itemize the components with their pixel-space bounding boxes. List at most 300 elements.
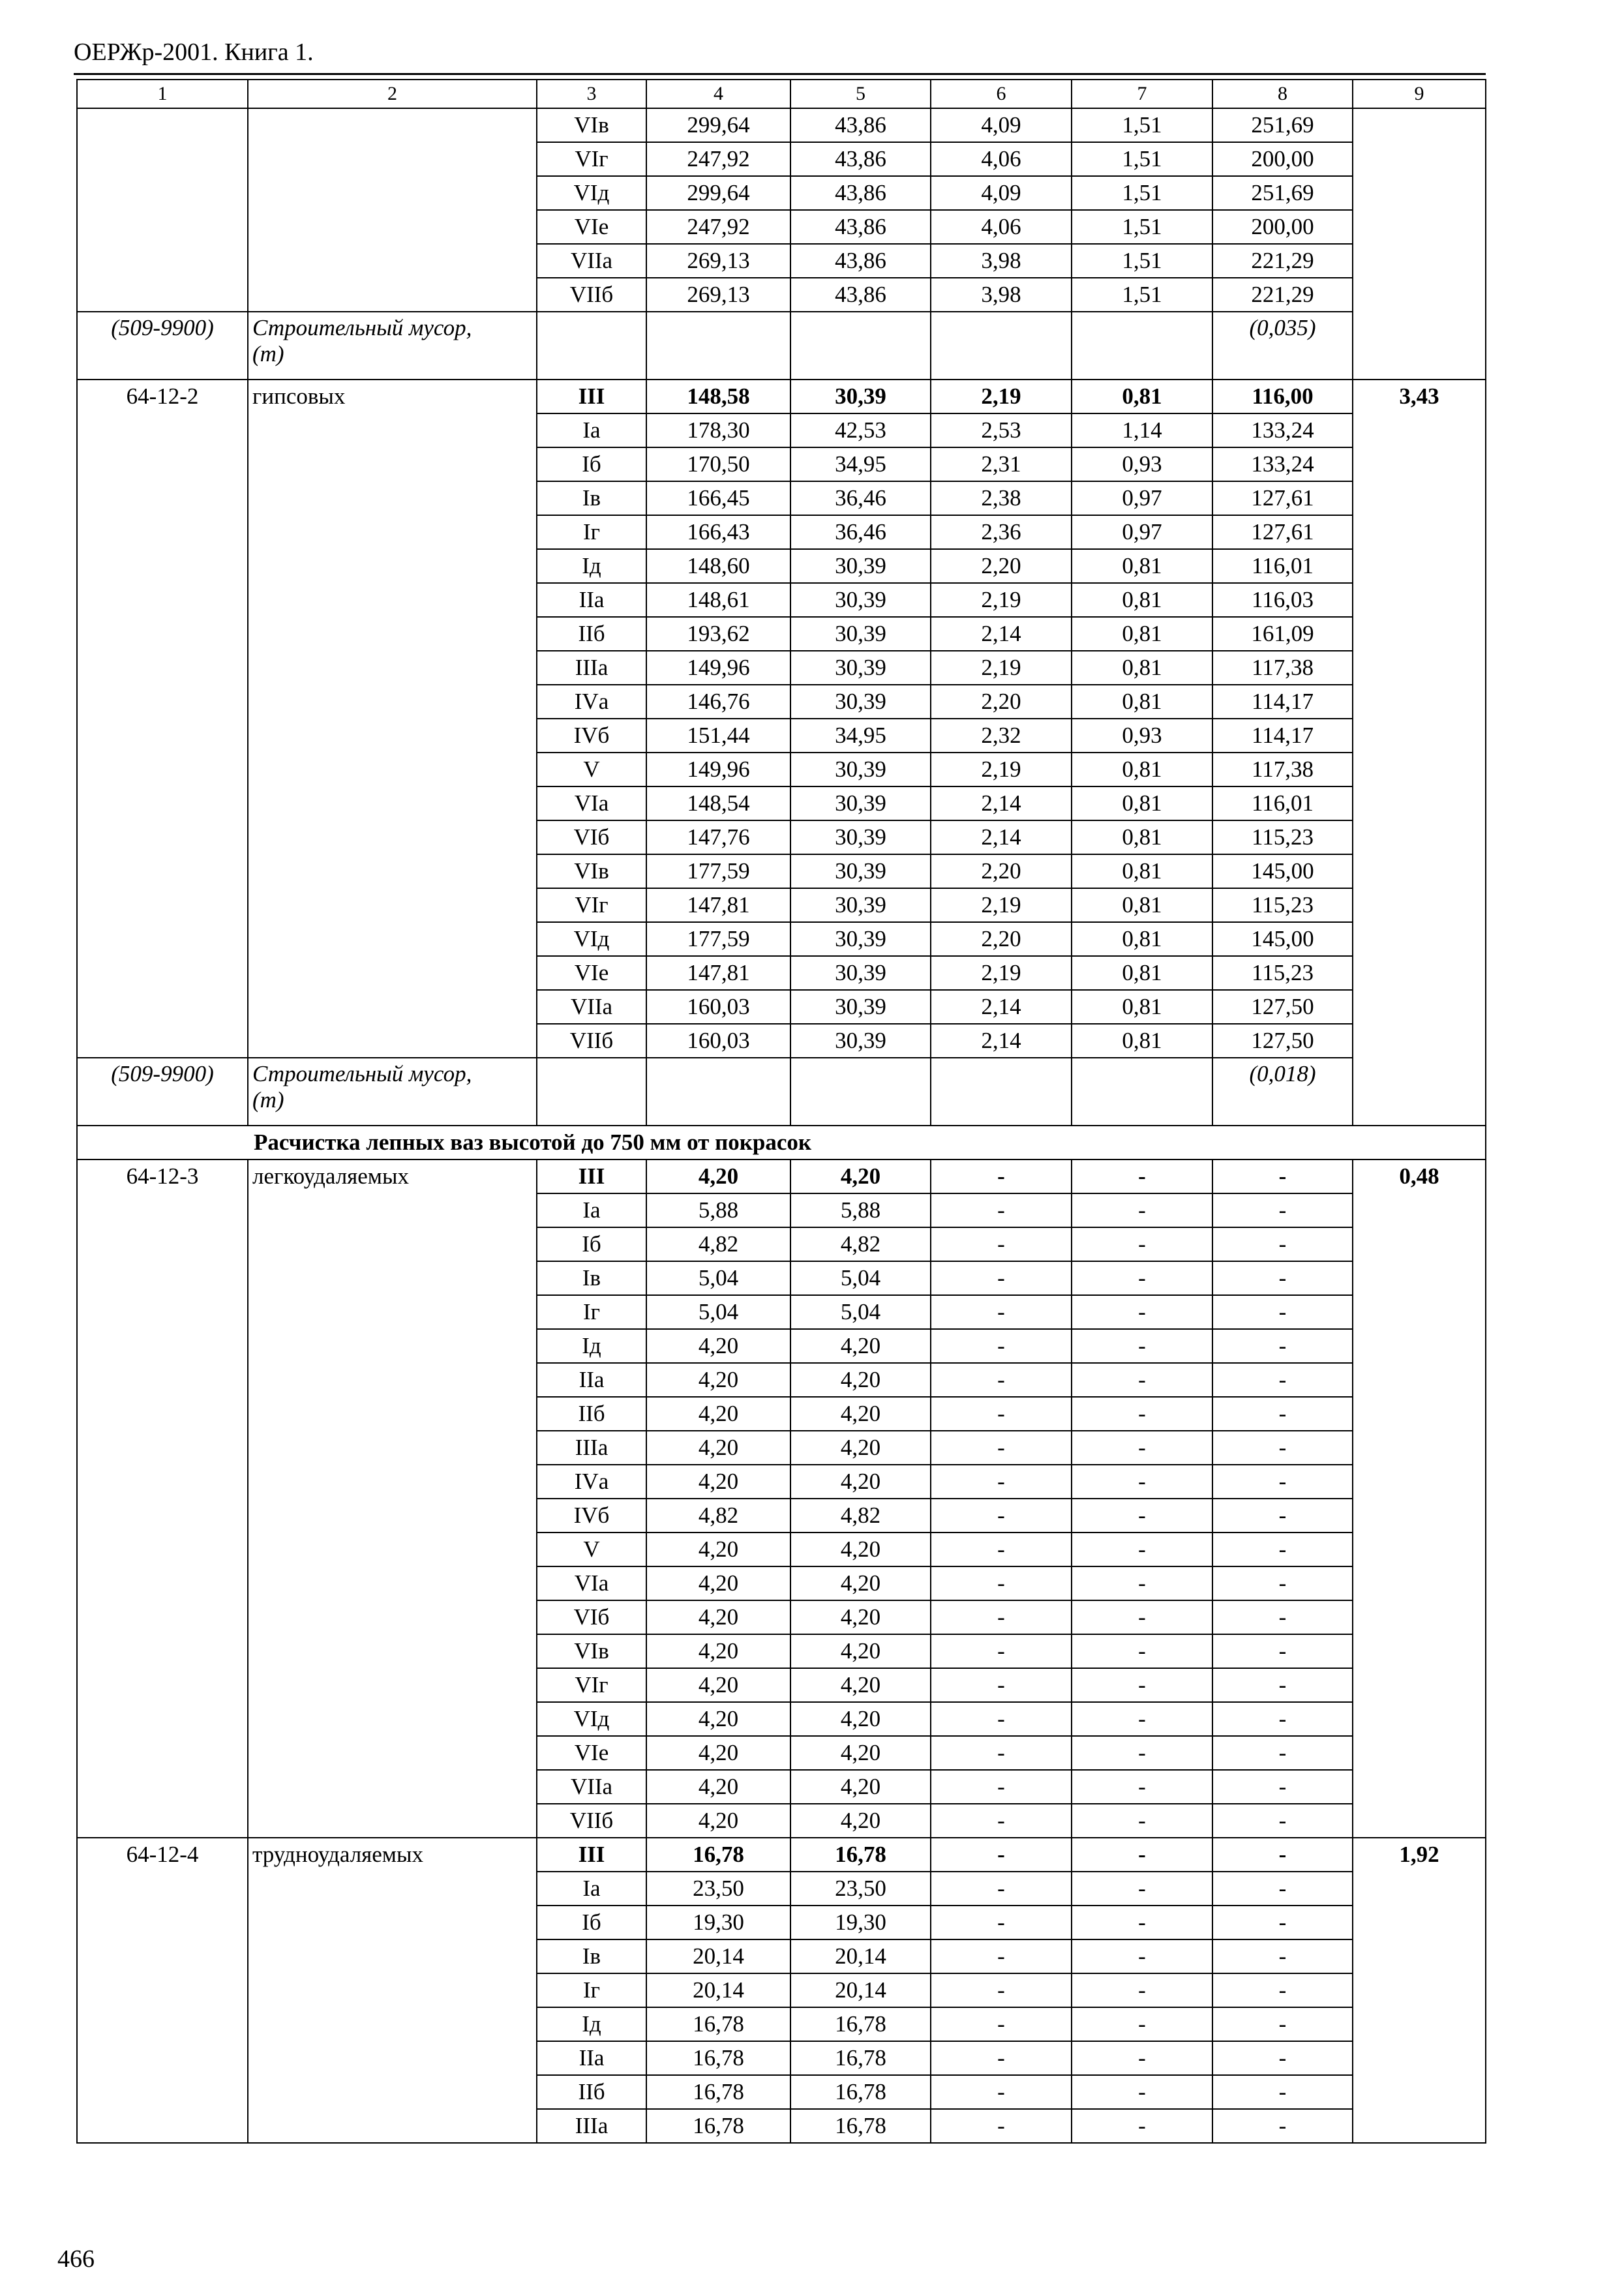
cell-c5: 4,82 — [790, 1499, 931, 1533]
cell-c7: 0,81 — [1072, 753, 1212, 786]
cell-c4: 4,20 — [646, 1363, 790, 1397]
cell-c3: Iг — [537, 515, 646, 549]
cell-c8: 221,29 — [1212, 278, 1353, 312]
cell-c5: 4,20 — [790, 1397, 931, 1431]
cell-c5: 30,39 — [790, 922, 931, 956]
cell-c4: 177,59 — [646, 854, 790, 888]
cell-c8: - — [1212, 1431, 1353, 1465]
cell-c4: 160,03 — [646, 990, 790, 1024]
cell-c7: - — [1072, 1227, 1212, 1261]
rate-code: 64-12-3 — [77, 1159, 248, 1838]
empty-cell — [537, 1058, 646, 1126]
cell-c4: 147,76 — [646, 820, 790, 854]
cell-c5: 16,78 — [790, 2041, 931, 2075]
empty-cell — [646, 1058, 790, 1126]
cell-c7: 0,93 — [1072, 719, 1212, 753]
cell-c7: - — [1072, 1838, 1212, 1872]
cell-c4: 4,20 — [646, 1397, 790, 1431]
cell-c3: VIIб — [537, 1804, 646, 1838]
cell-c3: VIг — [537, 888, 646, 922]
column-header: 3 — [537, 80, 646, 108]
cell-c7: 1,51 — [1072, 278, 1212, 312]
cell-c7: - — [1072, 1363, 1212, 1397]
cell-c8: - — [1212, 1363, 1353, 1397]
cell-c5: 30,39 — [790, 888, 931, 922]
cell-c6: - — [931, 2075, 1072, 2109]
cell-c4: 269,13 — [646, 278, 790, 312]
cell-c6: 2,31 — [931, 447, 1072, 481]
trash-label: Строительный мусор, — [252, 315, 472, 340]
cell-c8: - — [1212, 2007, 1353, 2041]
cell-c5: 30,39 — [790, 1024, 931, 1058]
cell-c4: 148,58 — [646, 380, 790, 413]
empty-cell — [790, 312, 931, 380]
cell-c4: 5,88 — [646, 1193, 790, 1227]
cell-c7: - — [1072, 1736, 1212, 1770]
cell-c4: 299,64 — [646, 176, 790, 210]
cell-c3: Iг — [537, 1295, 646, 1329]
cell-c4: 5,04 — [646, 1261, 790, 1295]
cell-c3: Iд — [537, 549, 646, 583]
cell-c5: 4,20 — [790, 1566, 931, 1600]
cell-c4: 4,20 — [646, 1736, 790, 1770]
trash-quantity: (0,018) — [1212, 1058, 1353, 1126]
cell-c3: VIе — [537, 956, 646, 990]
cell-c5: 4,20 — [790, 1634, 931, 1668]
cell-c7: 1,51 — [1072, 244, 1212, 278]
cell-c8: - — [1212, 1668, 1353, 1702]
cell-c6: 2,32 — [931, 719, 1072, 753]
cell-c6: 2,53 — [931, 413, 1072, 447]
cell-c8: - — [1212, 1499, 1353, 1533]
cell-c5: 4,82 — [790, 1227, 931, 1261]
column-header: 7 — [1072, 80, 1212, 108]
cell-c3: Iа — [537, 1872, 646, 1906]
cell-c4: 4,20 — [646, 1634, 790, 1668]
cell-c5: 16,78 — [790, 1838, 931, 1872]
cell-c3: Iб — [537, 447, 646, 481]
cell-c3: VIг — [537, 142, 646, 176]
cell-c8: 200,00 — [1212, 142, 1353, 176]
cell-c4: 148,60 — [646, 549, 790, 583]
cell-c6: 2,14 — [931, 990, 1072, 1024]
cell-c7: 1,51 — [1072, 142, 1212, 176]
cell-c6: - — [931, 1566, 1072, 1600]
cell-c4: 299,64 — [646, 108, 790, 142]
cell-c7: - — [1072, 1261, 1212, 1295]
cell-c4: 4,20 — [646, 1329, 790, 1363]
cell-c5: 34,95 — [790, 447, 931, 481]
cell-c8: 114,17 — [1212, 719, 1353, 753]
section-title: Расчистка лепных ваз высотой до 750 мм от покрасок — [77, 1126, 1486, 1159]
cell-c4: 16,78 — [646, 2075, 790, 2109]
cell-c3: Iб — [537, 1906, 646, 1939]
cell-c3: VIIа — [537, 1770, 646, 1804]
cell-c8: - — [1212, 1295, 1353, 1329]
cell-c4: 4,20 — [646, 1431, 790, 1465]
cell-c3: VIIа — [537, 990, 646, 1024]
cell-c8: - — [1212, 1939, 1353, 1973]
cell-c3: VIв — [537, 1634, 646, 1668]
cell-c5: 4,20 — [790, 1363, 931, 1397]
cell-c5: 43,86 — [790, 244, 931, 278]
cell-c6: - — [931, 1600, 1072, 1634]
cell-c6: - — [931, 1159, 1072, 1193]
column-header: 8 — [1212, 80, 1353, 108]
cell-c6: - — [931, 1838, 1072, 1872]
cell-c8: - — [1212, 1261, 1353, 1295]
cell-c8: - — [1212, 1533, 1353, 1566]
cell-c3: VIд — [537, 1702, 646, 1736]
cell-c7: - — [1072, 1939, 1212, 1973]
cell-c6: 4,06 — [931, 210, 1072, 244]
cell-c7: - — [1072, 1329, 1212, 1363]
document-header-title: ОЕРЖр-2001. Книга 1. — [74, 38, 314, 66]
work-name: гипсовых — [248, 380, 537, 1058]
cell-c7: 0,81 — [1072, 990, 1212, 1024]
trash-unit: (т) — [252, 341, 284, 367]
cell-c4: 4,82 — [646, 1499, 790, 1533]
column-header: 1 — [77, 80, 248, 108]
trash-name — [248, 312, 537, 380]
cell-c5: 30,39 — [790, 685, 931, 719]
cell-c8: 116,01 — [1212, 549, 1353, 583]
cell-c4: 19,30 — [646, 1906, 790, 1939]
cell-c7: - — [1072, 1465, 1212, 1499]
cell-c5: 30,39 — [790, 753, 931, 786]
cell-c6: - — [931, 1804, 1072, 1838]
cell-c3: IIIа — [537, 1431, 646, 1465]
cell-c8: - — [1212, 1193, 1353, 1227]
cell-c5: 4,20 — [790, 1533, 931, 1566]
cell-c4: 147,81 — [646, 956, 790, 990]
cell-c5: 30,39 — [790, 583, 931, 617]
cell-c4: 4,20 — [646, 1465, 790, 1499]
cell-c4: 4,20 — [646, 1600, 790, 1634]
cell-c8: 161,09 — [1212, 617, 1353, 651]
work-name — [248, 108, 537, 312]
cell-c3: IIб — [537, 2075, 646, 2109]
cell-c5: 4,20 — [790, 1600, 931, 1634]
empty-cell — [1072, 1058, 1212, 1126]
cell-c3: Iа — [537, 1193, 646, 1227]
cell-c6: - — [931, 1634, 1072, 1668]
cell-c5: 30,39 — [790, 990, 931, 1024]
cell-c7: 0,81 — [1072, 922, 1212, 956]
cell-c7: - — [1072, 1906, 1212, 1939]
cell-c7: - — [1072, 1770, 1212, 1804]
cell-c8: 127,50 — [1212, 1024, 1353, 1058]
cell-c8: 127,61 — [1212, 515, 1353, 549]
cell-c8: - — [1212, 1838, 1353, 1872]
cell-c3: Iд — [537, 1329, 646, 1363]
table-row — [77, 1838, 1486, 1872]
cell-c7: - — [1072, 1973, 1212, 2007]
cell-c6: - — [931, 2109, 1072, 2143]
cell-c3: VIIа — [537, 244, 646, 278]
cell-c8: - — [1212, 1634, 1353, 1668]
cell-c3: IIа — [537, 1363, 646, 1397]
cell-c3: IVа — [537, 685, 646, 719]
cell-c7: 0,81 — [1072, 685, 1212, 719]
cell-c3: VIб — [537, 820, 646, 854]
cell-c3: IIб — [537, 617, 646, 651]
cell-c5: 4,20 — [790, 1431, 931, 1465]
cell-c7: 0,97 — [1072, 515, 1212, 549]
cell-c5: 23,50 — [790, 1872, 931, 1906]
cell-c8: - — [1212, 1770, 1353, 1804]
cell-c8: 145,00 — [1212, 854, 1353, 888]
empty-cell — [931, 312, 1072, 380]
cell-c6: - — [931, 1736, 1072, 1770]
trash-quantity: (0,035) — [1212, 312, 1353, 380]
cell-c4: 4,20 — [646, 1668, 790, 1702]
cell-c6: - — [931, 1397, 1072, 1431]
cell-c6: - — [931, 1668, 1072, 1702]
cell-c7: - — [1072, 1872, 1212, 1906]
cell-c3: VIе — [537, 1736, 646, 1770]
cell-c6: 2,19 — [931, 956, 1072, 990]
cell-c3: VIа — [537, 786, 646, 820]
cell-c3: IVб — [537, 1499, 646, 1533]
rate-code: 64-12-4 — [77, 1838, 248, 2143]
cell-c8: - — [1212, 2109, 1353, 2143]
cell-c8: 114,17 — [1212, 685, 1353, 719]
cell-c5: 4,20 — [790, 1804, 931, 1838]
cell-c4: 16,78 — [646, 2041, 790, 2075]
cell-c5: 4,20 — [790, 1668, 931, 1702]
cell-c5: 42,53 — [790, 413, 931, 447]
cell-c3: IVа — [537, 1465, 646, 1499]
cell-c6: - — [931, 1363, 1072, 1397]
cell-c7: 1,51 — [1072, 176, 1212, 210]
column-header: 9 — [1353, 80, 1486, 108]
cell-c4: 149,96 — [646, 651, 790, 685]
cell-c8: - — [1212, 1973, 1353, 2007]
cell-c5: 30,39 — [790, 786, 931, 820]
cell-c4: 160,03 — [646, 1024, 790, 1058]
cell-c7: 0,81 — [1072, 786, 1212, 820]
cell-c5: 4,20 — [790, 1702, 931, 1736]
cell-c7: 1,51 — [1072, 108, 1212, 142]
cell-c4: 16,78 — [646, 2109, 790, 2143]
cell-c7: - — [1072, 2109, 1212, 2143]
cell-c5: 16,78 — [790, 2007, 931, 2041]
column-header: 5 — [790, 80, 931, 108]
cell-c6: - — [931, 1872, 1072, 1906]
cell-c6: - — [931, 1295, 1072, 1329]
cell-c4: 148,54 — [646, 786, 790, 820]
cell-c7: 0,97 — [1072, 481, 1212, 515]
cell-c4: 4,82 — [646, 1227, 790, 1261]
cell-c8: 117,38 — [1212, 651, 1353, 685]
cell-c7: 0,81 — [1072, 820, 1212, 854]
cell-c4: 16,78 — [646, 2007, 790, 2041]
cell-c4: 269,13 — [646, 244, 790, 278]
cell-c8: 133,24 — [1212, 447, 1353, 481]
trash-code: (509-9900) — [77, 1058, 248, 1126]
cell-c8: 127,50 — [1212, 990, 1353, 1024]
cell-c7: 0,81 — [1072, 651, 1212, 685]
cell-c7: - — [1072, 2041, 1212, 2075]
cell-c6: 2,20 — [931, 685, 1072, 719]
cell-c5: 30,39 — [790, 549, 931, 583]
cell-c5: 43,86 — [790, 176, 931, 210]
cell-c8: - — [1212, 1906, 1353, 1939]
cell-c3: VIв — [537, 854, 646, 888]
cell-c4: 247,92 — [646, 142, 790, 176]
cell-c3: Iб — [537, 1227, 646, 1261]
cell-c5: 43,86 — [790, 108, 931, 142]
cell-c4: 170,50 — [646, 447, 790, 481]
cell-c3: VIд — [537, 922, 646, 956]
cell-c3: Iв — [537, 1939, 646, 1973]
trash-code: (509-9900) — [77, 312, 248, 380]
labor-cost: 1,92 — [1353, 1838, 1486, 2143]
cell-c8: - — [1212, 1227, 1353, 1261]
cell-c7: 0,81 — [1072, 854, 1212, 888]
cell-c7: - — [1072, 1634, 1212, 1668]
cell-c3: Iд — [537, 2007, 646, 2041]
cell-c4: 4,20 — [646, 1533, 790, 1566]
work-name: трудноудаляемых — [248, 1838, 537, 2143]
cell-c3: IIб — [537, 1397, 646, 1431]
cell-c4: 247,92 — [646, 210, 790, 244]
rate-code — [77, 108, 248, 312]
cell-c3: V — [537, 753, 646, 786]
cell-c8: 200,00 — [1212, 210, 1353, 244]
cell-c5: 30,39 — [790, 380, 931, 413]
cell-c7: 0,81 — [1072, 549, 1212, 583]
cell-c7: - — [1072, 1600, 1212, 1634]
cell-c4: 5,04 — [646, 1295, 790, 1329]
cell-c3: VIIб — [537, 1024, 646, 1058]
cell-c3: IIа — [537, 2041, 646, 2075]
cell-c6: - — [931, 2041, 1072, 2075]
cell-c7: - — [1072, 1566, 1212, 1600]
cell-c7: 0,81 — [1072, 956, 1212, 990]
cell-c7: 0,93 — [1072, 447, 1212, 481]
cell-c6: 2,14 — [931, 617, 1072, 651]
cell-c5: 34,95 — [790, 719, 931, 753]
cell-c6: 2,19 — [931, 651, 1072, 685]
cell-c5: 5,88 — [790, 1193, 931, 1227]
page-number: 466 — [57, 2245, 95, 2273]
cell-c7: 0,81 — [1072, 1024, 1212, 1058]
table-body — [77, 108, 1486, 2143]
cell-c7: - — [1072, 1804, 1212, 1838]
empty-cell — [931, 1058, 1072, 1126]
cell-c6: - — [931, 1770, 1072, 1804]
cell-c8: 116,00 — [1212, 380, 1353, 413]
rates-table — [76, 79, 1486, 2144]
cell-c8: - — [1212, 1702, 1353, 1736]
cell-c3: Iв — [537, 1261, 646, 1295]
labor-cost: 3,43 — [1353, 380, 1486, 1126]
cell-c7: 1,51 — [1072, 210, 1212, 244]
cell-c5: 43,86 — [790, 142, 931, 176]
cell-c4: 4,20 — [646, 1804, 790, 1838]
cell-c3: IIIа — [537, 2109, 646, 2143]
cell-c3: IIа — [537, 583, 646, 617]
cell-c5: 43,86 — [790, 278, 931, 312]
cell-c8: - — [1212, 1804, 1353, 1838]
cell-c3: III — [537, 1159, 646, 1193]
cell-c4: 148,61 — [646, 583, 790, 617]
work-name: легкоудаляемых — [248, 1159, 537, 1838]
cell-c5: 30,39 — [790, 854, 931, 888]
cell-c7: - — [1072, 2007, 1212, 2041]
cell-c4: 147,81 — [646, 888, 790, 922]
cell-c4: 151,44 — [646, 719, 790, 753]
cell-c8: 251,69 — [1212, 108, 1353, 142]
empty-cell — [646, 312, 790, 380]
cell-c3: VIIб — [537, 278, 646, 312]
labor-cost — [1353, 108, 1486, 380]
table-row — [77, 1159, 1486, 1193]
cell-c5: 20,14 — [790, 1939, 931, 1973]
cell-c6: 2,38 — [931, 481, 1072, 515]
cell-c6: - — [931, 1261, 1072, 1295]
cell-c8: 251,69 — [1212, 176, 1353, 210]
cell-c3: III — [537, 380, 646, 413]
cell-c6: 2,20 — [931, 854, 1072, 888]
cell-c6: - — [931, 1227, 1072, 1261]
cell-c4: 166,43 — [646, 515, 790, 549]
cell-c8: 116,03 — [1212, 583, 1353, 617]
cell-c8: 117,38 — [1212, 753, 1353, 786]
cell-c7: - — [1072, 1397, 1212, 1431]
cell-c4: 4,20 — [646, 1159, 790, 1193]
cell-c5: 30,39 — [790, 617, 931, 651]
cell-c6: 2,20 — [931, 549, 1072, 583]
cell-c8: - — [1212, 2041, 1353, 2075]
cell-c3: VIб — [537, 1600, 646, 1634]
trash-unit: (т) — [252, 1087, 284, 1113]
cell-c8: 127,61 — [1212, 481, 1353, 515]
section-row — [77, 1126, 1486, 1159]
cell-c8: 115,23 — [1212, 820, 1353, 854]
cell-c3: Iг — [537, 1973, 646, 2007]
cell-c5: 5,04 — [790, 1261, 931, 1295]
cell-c7: 1,14 — [1072, 413, 1212, 447]
cell-c3: V — [537, 1533, 646, 1566]
cell-c6: - — [931, 2007, 1072, 2041]
cell-c5: 20,14 — [790, 1973, 931, 2007]
cell-c7: - — [1072, 2075, 1212, 2109]
cell-c7: - — [1072, 1431, 1212, 1465]
cell-c8: 115,23 — [1212, 956, 1353, 990]
cell-c6: 4,06 — [931, 142, 1072, 176]
empty-cell — [537, 312, 646, 380]
cell-c3: Iа — [537, 413, 646, 447]
cell-c6: 2,14 — [931, 1024, 1072, 1058]
cell-c3: VIе — [537, 210, 646, 244]
cell-c4: 23,50 — [646, 1872, 790, 1906]
cell-c4: 4,20 — [646, 1566, 790, 1600]
column-header: 6 — [931, 80, 1072, 108]
cell-c7: - — [1072, 1295, 1212, 1329]
cell-c6: 2,14 — [931, 820, 1072, 854]
column-header: 2 — [248, 80, 537, 108]
cell-c8: 221,29 — [1212, 244, 1353, 278]
cell-c6: - — [931, 1499, 1072, 1533]
cell-c6: - — [931, 1431, 1072, 1465]
cell-c6: - — [931, 1939, 1072, 1973]
cell-c3: VIг — [537, 1668, 646, 1702]
cell-c6: 2,19 — [931, 380, 1072, 413]
cell-c6: 3,98 — [931, 278, 1072, 312]
